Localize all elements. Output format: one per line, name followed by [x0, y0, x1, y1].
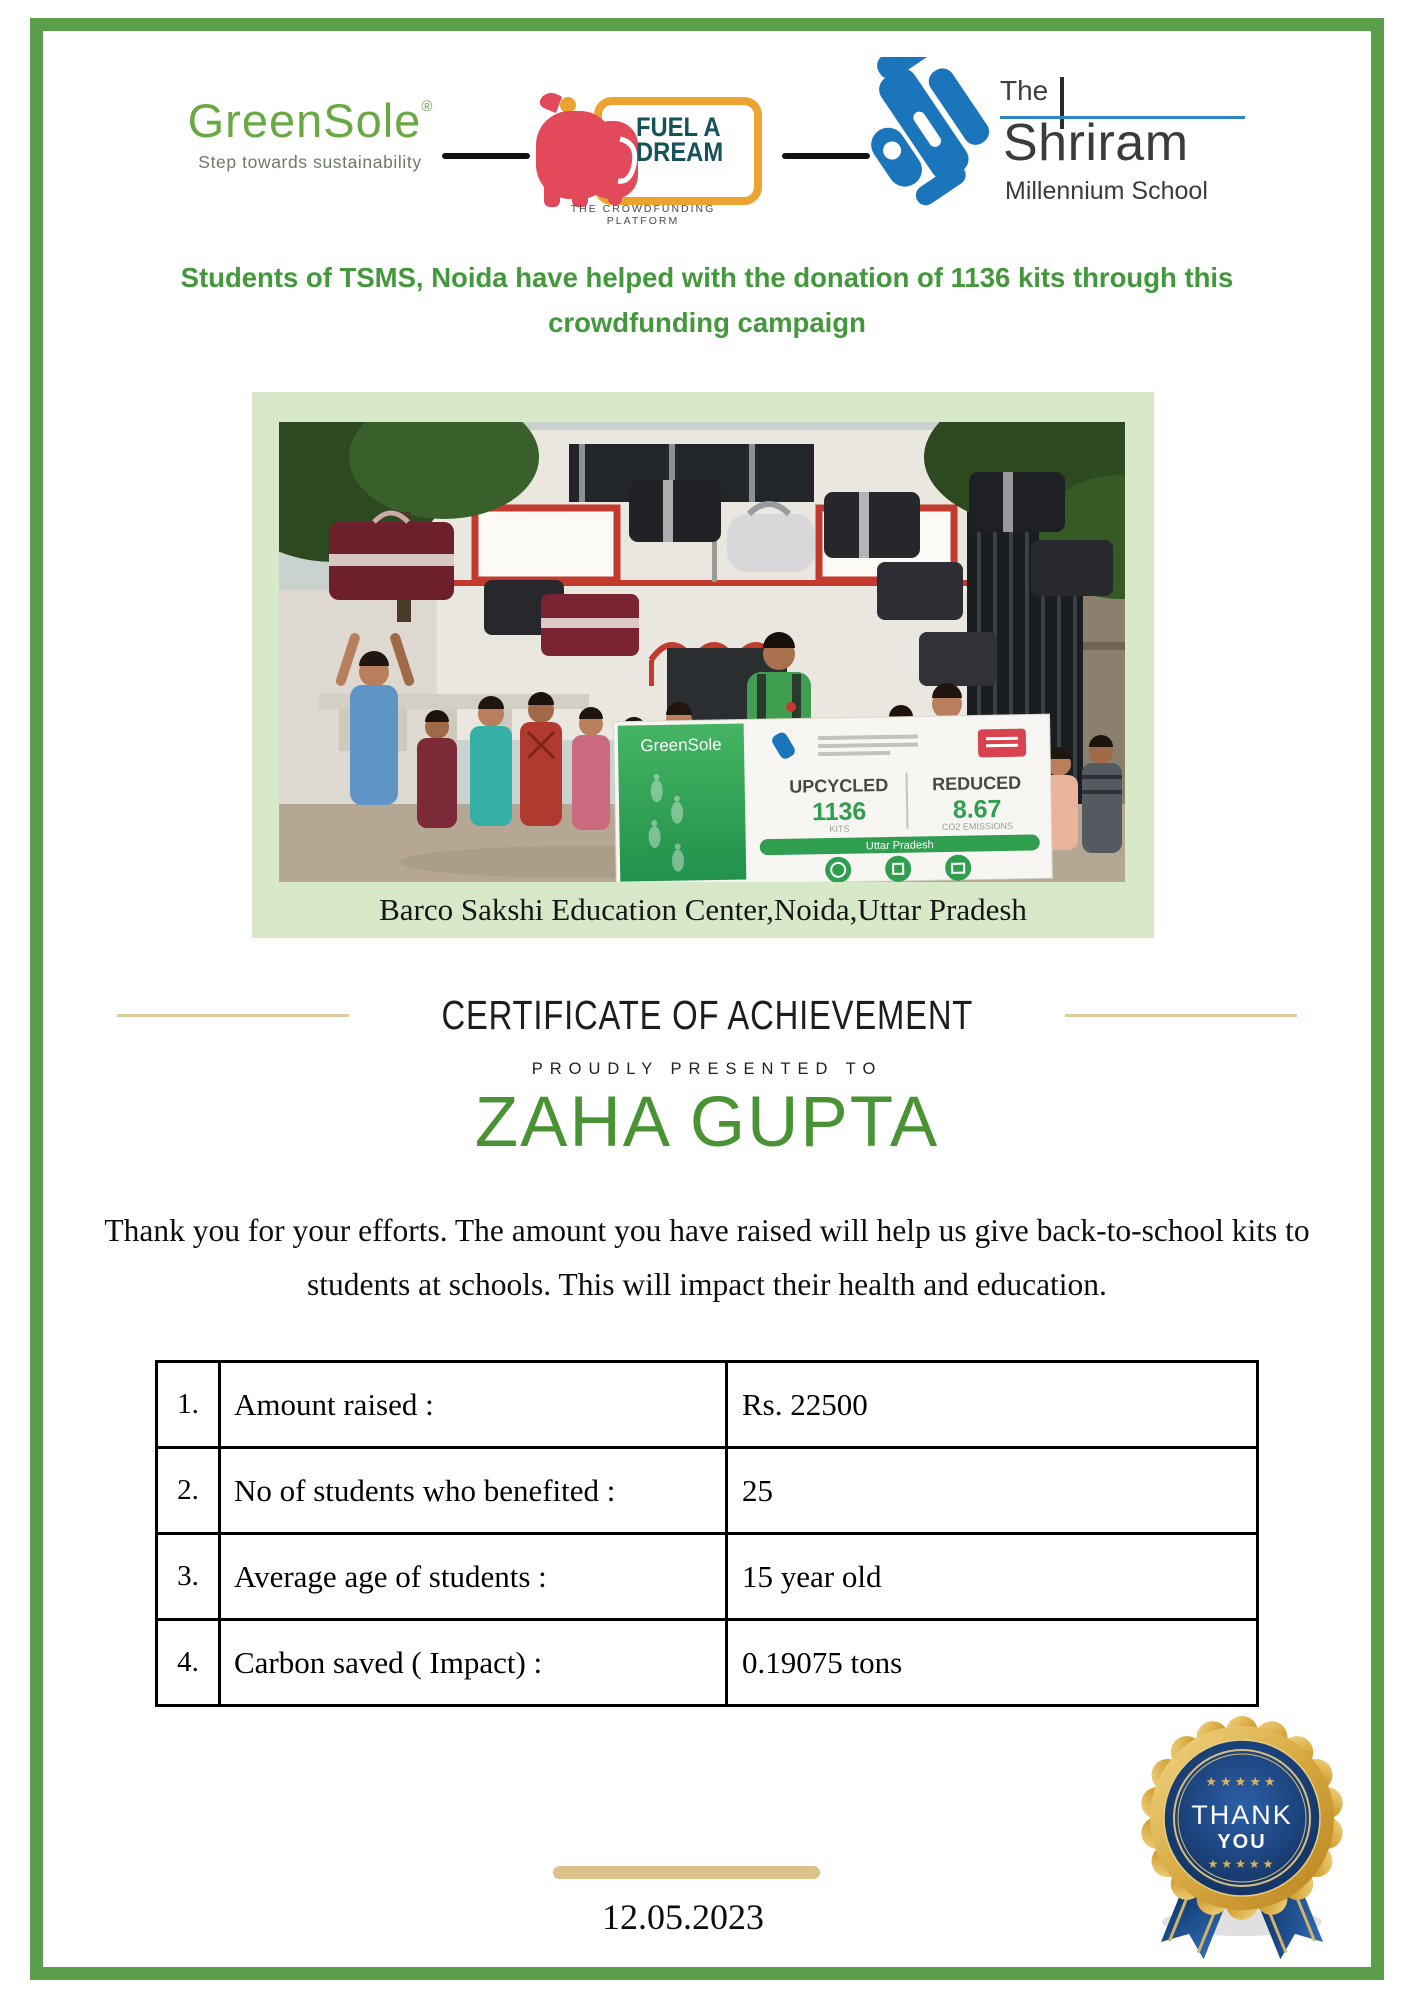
row-value: 25	[727, 1448, 1258, 1534]
banner-upcycled-unit: KITS	[829, 823, 850, 834]
fueladream-tagline: THE CROWDFUNDING PLATFORM	[570, 203, 716, 227]
shriram-sub: Millennium School	[1005, 177, 1208, 205]
row-label: Amount raised :	[220, 1362, 727, 1448]
fueladream-word1: FUEL A	[636, 112, 721, 142]
fueladream-logo	[528, 67, 758, 227]
title-line-left	[117, 1014, 349, 1017]
badge-stars-top: ★★★★★	[1205, 1774, 1279, 1789]
logo-row	[60, 55, 1354, 225]
banner-upcycled-value: 1136	[811, 797, 867, 827]
row-value: 15 year old	[727, 1534, 1258, 1620]
badge-line1: THANK	[1191, 1800, 1293, 1830]
row-label: Average age of students :	[220, 1534, 727, 1620]
table-row	[157, 1362, 1258, 1448]
impact-table	[155, 1360, 1259, 1707]
greensole-wordmark: GreenSole	[187, 94, 422, 147]
logo-separator-dash	[782, 153, 870, 159]
thank-you-badge	[1128, 1712, 1356, 1974]
shri-devanagari-icon	[860, 57, 1000, 217]
row-value: 0.19075 tons	[727, 1620, 1258, 1706]
registered-mark: ®	[421, 98, 433, 115]
shriram-prefix: The	[1000, 75, 1049, 106]
photo-frame	[252, 392, 1154, 938]
campaign-banner	[614, 714, 1053, 882]
certificate-title: CERTIFICATE OF ACHIEVEMENT	[441, 992, 973, 1038]
banner-reduced-value: 8.67	[952, 794, 1002, 824]
badge-stars-bottom: ★★★★★	[1207, 1857, 1277, 1871]
row-value: Rs. 22500	[727, 1362, 1258, 1448]
shriram-name: Shriram	[1003, 114, 1189, 172]
row-label: Carbon saved ( Impact) :	[220, 1620, 727, 1706]
row-number: 3.	[157, 1534, 220, 1620]
row-number: 2.	[157, 1448, 220, 1534]
table-row	[157, 1534, 1258, 1620]
badge-line2: YOU	[1217, 1831, 1267, 1853]
banner-reduced-label: REDUCED	[932, 772, 1022, 795]
photo-caption: Barco Sakshi Education Center,Noida,Uttar Pradesh	[379, 892, 1027, 927]
date-divider-bar	[553, 1866, 820, 1879]
certificate-title-row	[0, 992, 1414, 1039]
campaign-headline: Students of TSMS, Noida have helped with the donation of 1136 kits through this crowdfunding campaign	[180, 262, 1234, 338]
banner-reduced-unit: CO2 EMISSIONS	[941, 820, 1014, 833]
title-line-right	[1065, 1014, 1297, 1017]
logo-separator-dash	[442, 153, 530, 159]
recipient-name: ZAHA GUPTA	[474, 1083, 940, 1162]
banner-region: Uttar Pradesh	[865, 839, 934, 853]
shriram-logo	[860, 55, 1280, 225]
table-row	[157, 1448, 1258, 1534]
certificate-date: 12.05.2023	[602, 1897, 764, 1937]
row-label: No of students who benefited :	[220, 1448, 727, 1534]
table-row	[157, 1620, 1258, 1706]
banner-upcycled-label: UPCYCLED	[789, 774, 889, 797]
presented-to-label: PROUDLY PRESENTED TO	[531, 1060, 883, 1078]
greensole-tagline: Step towards sustainability	[198, 152, 422, 172]
group-photo	[279, 422, 1125, 882]
row-number: 4.	[157, 1620, 220, 1706]
row-number: 1.	[157, 1362, 220, 1448]
fueladream-wordmark	[636, 112, 742, 167]
fueladream-word2: DREAM	[636, 136, 724, 167]
banner-brand: GreenSole	[640, 734, 722, 756]
thank-you-message: Thank you for your efforts. The amount you have raised will help us give back-to-school kits to students at schools. This will impact their health and education.	[104, 1213, 1310, 1303]
greensole-logo	[145, 93, 475, 173]
